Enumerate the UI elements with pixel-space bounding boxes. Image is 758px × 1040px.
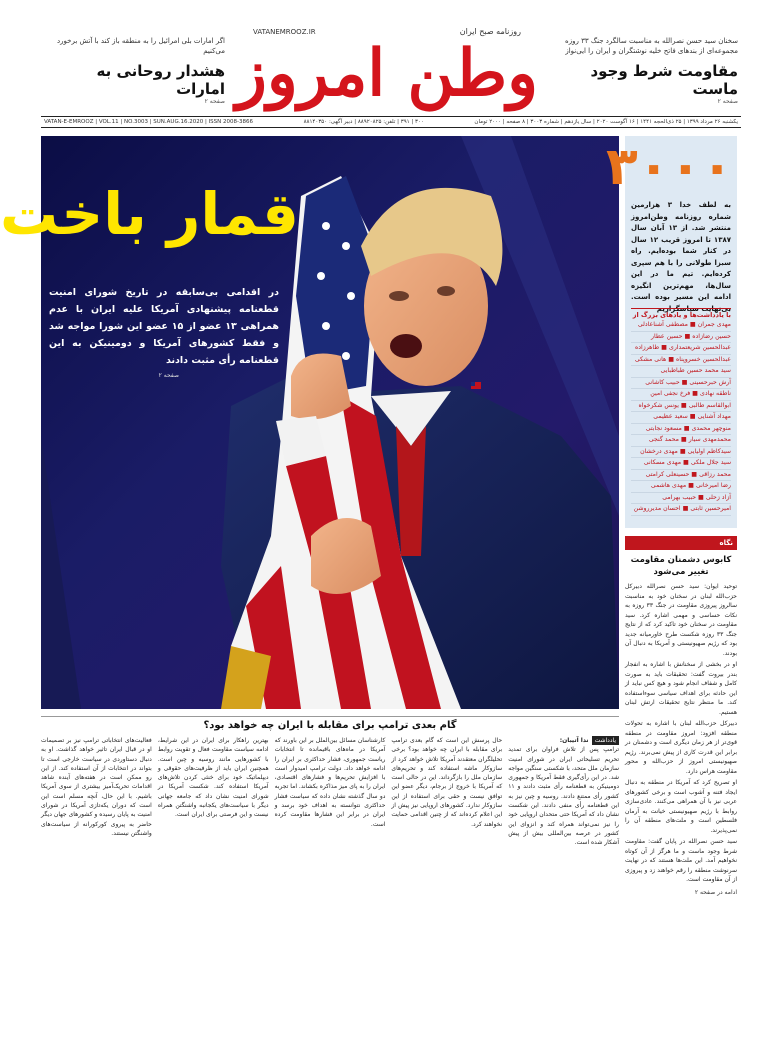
list-item: محمد رزاقی ■ حسینعلی کرامتی	[631, 470, 731, 482]
list-item: مهدی جمران ■ مصطفی آشنا‌عادلی	[631, 320, 731, 332]
article-headline[interactable]: گام بعدی ترامپ برای مقابله با ایران چه خواهد بود؟	[41, 716, 619, 731]
issue-info-bar	[41, 116, 741, 128]
article-paragraph: ترامپ پس از تلاش فراوان برای تمدید تحریم تسلیحاتی ایران در شورای امنیت سازمان ملل متحد، با شکستی سنگین مواجه شد. در این رأی‌گیری فقط آمریکا و جمهوری دومینیکن به قطعنامه رأی مثبت دادند و ۱۱ کشور رأی ممتنع دادند. روسیه و چین نیز به این قطعنامه رأی منفی دادند. این شکست نشان داد که آمریکا حتی متحدان اروپایی خود را نیز نمی‌تواند همراه کند و انزوای این کشور در عرصه بین‌المللی بیش از پیش آشکار شده است.	[508, 746, 619, 847]
article-column	[275, 736, 386, 1026]
teaser-left-page: صفحه ۲	[204, 98, 225, 105]
teaser-right-summary: سخنان سید حسن نصرالله به مناسبت سالگرد جنگ ۳۳ روزه مجموعه‌ای از بندهای فاتح خلیه نوشتگران و ایران را ایی‌نواز	[565, 37, 738, 55]
article-column	[41, 736, 152, 1026]
article-paragraph: فعالیت‌های انتخاباتی ترامپ نیز بر تصمیمات او در قبال ایران تاثیر خواهد گذاشت. او به دنبال دستاوردی در سیاست خارجی است تا بتواند در انتخابات از آن استفاده کند. از این رو ممکن است در هفته‌های آینده شاهد اقدامات تحریک‌آمیز بیشتری از سوی آمریکا باشیم. با این حال، آنچه مسلم است این است که دوران یکه‌تازی آمریکا در شورای امنیت به پایان رسیده و کشورهای جهان دیگر حاضر به پیروی کورکورانه از سیاست‌های واشنگتن نیستند.	[41, 737, 152, 837]
opinion-column[interactable]	[625, 536, 737, 1026]
teaser-left-title[interactable]: هشدار روحانی به امارات	[96, 62, 225, 98]
article-paragraph: بهترین راهکار برای ایران در این شرایط، ادامه سیاست مقاومت فعال و تقویت روابط با کشورهایی مانند روسیه و چین است. همچنین ایران باید از ظرفیت‌های حقوقی و دیپلماتیک خود برای خنثی کردن تلاش‌های آمریکا استفاده کند. شکست آمریکا در شورای امنیت نشان داد که جامعه جهانی دیگر با سیاست‌های یکجانبه واشنگتن همراه نیست و این فرصتی برای ایران است.	[157, 737, 269, 819]
article-paragraph: حال پرسش این است که گام بعدی ترامپ برای مقابله با ایران چه خواهد بود؟ برخی تحلیلگران معتقدند آمریکا تلاش خواهد کرد از سازوکار ماشه استفاده کند و تحریم‌های سازمان ملل را بازگرداند. این در حالی است که آمریکا با خروج از برجام، دیگر عضو این توافق نیست و حقی برای استفاده از این سازوکار ندارد. کشورهای اروپایی نیز پیش از این اعلام کرده‌اند که از چنین اقدامی حمایت نخواهند کرد.	[391, 737, 503, 828]
teaser-right-title[interactable]: مقاومت شرط وجود ماست	[590, 62, 738, 98]
opinion-title[interactable]: کابوس دشمنان مقاومت تغییر می‌شود	[630, 555, 732, 577]
opinion-continued: ادامه در صفحه ۲	[694, 888, 737, 896]
list-item: آزاد زحلی ■ حبیب بهرامی	[631, 493, 731, 505]
opinion-paragraph: توحید ایوان: سید حسن نصرالله دبیرکل حزب‌الله لبنان در سخنان خود به مناسبت سالروز پیروزی مقاومت در جنگ ۳۳ روزه به نکات حساسی و مهمی اشاره کرد. سید مقاومت در سخنان خود تاکید کرد که از نتایج جنگ ۳۳ روزه شکست طرح خاورمیانه جدید بود که رژیم صهیونیستی و آمریکا به دنبال آن بودند.	[625, 583, 738, 657]
list-item: عبدالحسین شریعتمداری ■ طاهرزاده	[631, 343, 731, 355]
article-paragraph: کارشناسان مسائل بین‌الملل بر این باورند که آمریکا در ماه‌های باقیمانده تا انتخابات ریاست جمهوری، فشار حداکثری بر ایران را ادامه خواهد داد. دولت ترامپ امیدوار است با افزایش تحریم‌ها و فشارهای اقتصادی، ایران را به پای میز مذاکره بکشاند. اما تجربه دو سال گذشته نشان داده که سیاست فشار حداکثری نتوانسته به اهداف خود برسد و ایران در برابر این فشارها مقاومت کرده است.	[274, 737, 386, 828]
hero-headline[interactable]: قمار باخت	[0, 180, 299, 248]
opinion-paragraph: او تصریح کرد که آمریکا در منطقه به دنبال ایجاد فتنه و آشوب است و برخی کشورهای عربی نیز با آن همراهی می‌کنند. عادی‌سازی روابط با رژیم صهیونیستی خیانت به آرمان فلسطین است و ملت‌های منطقه آن را نمی‌پذیرند.	[625, 779, 737, 834]
opinion-body	[625, 582, 737, 1022]
article-column	[508, 736, 619, 1026]
list-item: رضا امیرخانی ■ مهدی هاشمی	[631, 481, 731, 493]
site-url[interactable]: VATANEMROOZ.IR	[253, 28, 316, 36]
masthead	[213, 28, 561, 123]
anniversary-text: به لطف خدا ۳ هزارمین شماره روزنامه وطن‌امروز منتشر شد. از ۱۳ آبان سال ۱۳۸۷ تا امروز قریب ۱۲ سال در کنار شما بوده‌ایم. راه سبزا طولانی را با هم سپری کرده‌ایم. تیم ما در این سال‌ها، مهم‌ترین انگیزه ادامه این مسیر بوده است. بی‌نهایت سپاسگزاریم	[631, 201, 732, 313]
opinion-paragraph: او در بخشی از سخنانش با اشاره به انفجار بندر بیروت گفت: تحقیقات باید به صورت کامل و شفاف انجام شود و هیچ کس نباید از این حادثه برای اهداف سیاسی سوءاستفاده کند. ما منتظر نتایج تحقیقات ارتش لبنان هستیم.	[625, 661, 737, 716]
newspaper-logo: وطن امروز	[235, 36, 539, 111]
opinion-paragraph: سید حسن نصرالله در پایان گفت: مقاومت شرط وجود ماست و ما هرگز از آن کوتاه نخواهیم آمد. این ملت‌ها هستند که در نهایت سرنوشت منطقه را رقم خواهند زد و پیروزی از آن مقاومت است.	[625, 838, 737, 883]
list-item: سید جلال ملکی ■ مهدی مسکانی	[631, 458, 731, 470]
masthead-tagline: روزنامه صبح ایران	[459, 27, 521, 36]
list-item: آرش حبرحسینی ■ حبیب کاشانی	[631, 378, 731, 390]
contributors-heading: با یادداشت‌ها و یادهای بزرگ از	[631, 308, 731, 319]
list-item: سید محمد حسین طباطبایی	[631, 366, 731, 378]
list-item: ناطقه نهادی ■ فرخ نجفی امین	[631, 389, 731, 401]
hero-photo-block[interactable]	[0, 136, 619, 709]
issue-info-contact: ۳۰۰ | ۳۹۱ | تلفن: ۸۸۹۲۰۸۲۵ | دبیر آگهی: ۸۸۱۴۰۳۵۰	[303, 119, 424, 125]
issue-info-persian: یکشنبه ۲۶ مرداد ۱۳۹۹ | ۲۵ ذی‌الحجه ۱۴۴۱ | ۱۶ آگوست ۲۰۲۰ | سال یازدهم | شماره ۳۰۰۳ | ۸ صفحه | ۲۰۰۰ تومان	[474, 119, 738, 125]
anniversary-column	[606, 136, 737, 528]
list-item: ابوالقاسم طالبی ■ یونس شکرخواه	[631, 401, 731, 413]
list-item: حسین رضازاده ■ حسین عطار	[631, 332, 731, 344]
article-author: ندا آتیبان:	[559, 737, 589, 744]
opinion-paragraph: دبیرکل حزب‌الله لبنان با اشاره به تحولات منطقه افزود: امروز مقاومت در منطقه قوی‌تر از هر زمان دیگری است و دشمنان در برابر این قدرت کاری از پیش نمی‌برند. رژیم صهیونیستی امروز از حزب‌الله و محور مقاومت هراس دارد.	[625, 720, 737, 775]
opinion-label: نگاه	[625, 536, 737, 550]
list-item: امیرحسین ثابتی ■ احسان مدیرروشن	[631, 504, 731, 516]
list-item: محمدمهدی سیار ■ محمد گنجی	[631, 435, 731, 447]
teaser-right-page: صفحه ۲	[717, 98, 738, 105]
list-item: مهداد آشنایی ■ سعید عظیمی	[631, 412, 731, 424]
list-item: منوچهر محمدی ■ مسعود نجابتی	[631, 424, 731, 436]
article-columns	[41, 736, 619, 1026]
article-label: یادداشت	[592, 736, 619, 745]
list-item: سیدکاظم اولیایی ■ مهدی درخشان	[631, 447, 731, 459]
header-teaser-left[interactable]	[45, 36, 225, 105]
hero-page-ref: صفحه ۲	[158, 372, 179, 379]
contributors-list	[631, 320, 731, 516]
article-column	[391, 736, 502, 1026]
hero-lead-text: در اقدامی بی‌سابقه در تاریخ شورای امنیت قطعنامه پیشنهادی آمریکا علیه ایران با عدم همراهی ۱۳ عضو از ۱۵ عضو این شورا مواجه شد و فقط کشورهای آمریکا و دومینیکن به این قطعنامه رأی مثبت دادند	[49, 287, 279, 366]
teaser-left-summary: اگر امارات بلی امرائیل را به منطقه باز کند با آتش برخورد می‌کنیم	[57, 37, 225, 55]
issue-number-3000: ۳۰۰۰	[606, 137, 733, 197]
issue-info-latin: VATAN-E-EMROOZ | VOL.11 | NO.3003 | SUN.AUG.16.2020 | ISSN 2008-3866	[44, 119, 254, 125]
article-column	[158, 736, 269, 1026]
list-item: عبدالحسین خسروپناه ■ هانی مشکی	[631, 355, 731, 367]
header-teaser-right[interactable]	[558, 36, 738, 105]
